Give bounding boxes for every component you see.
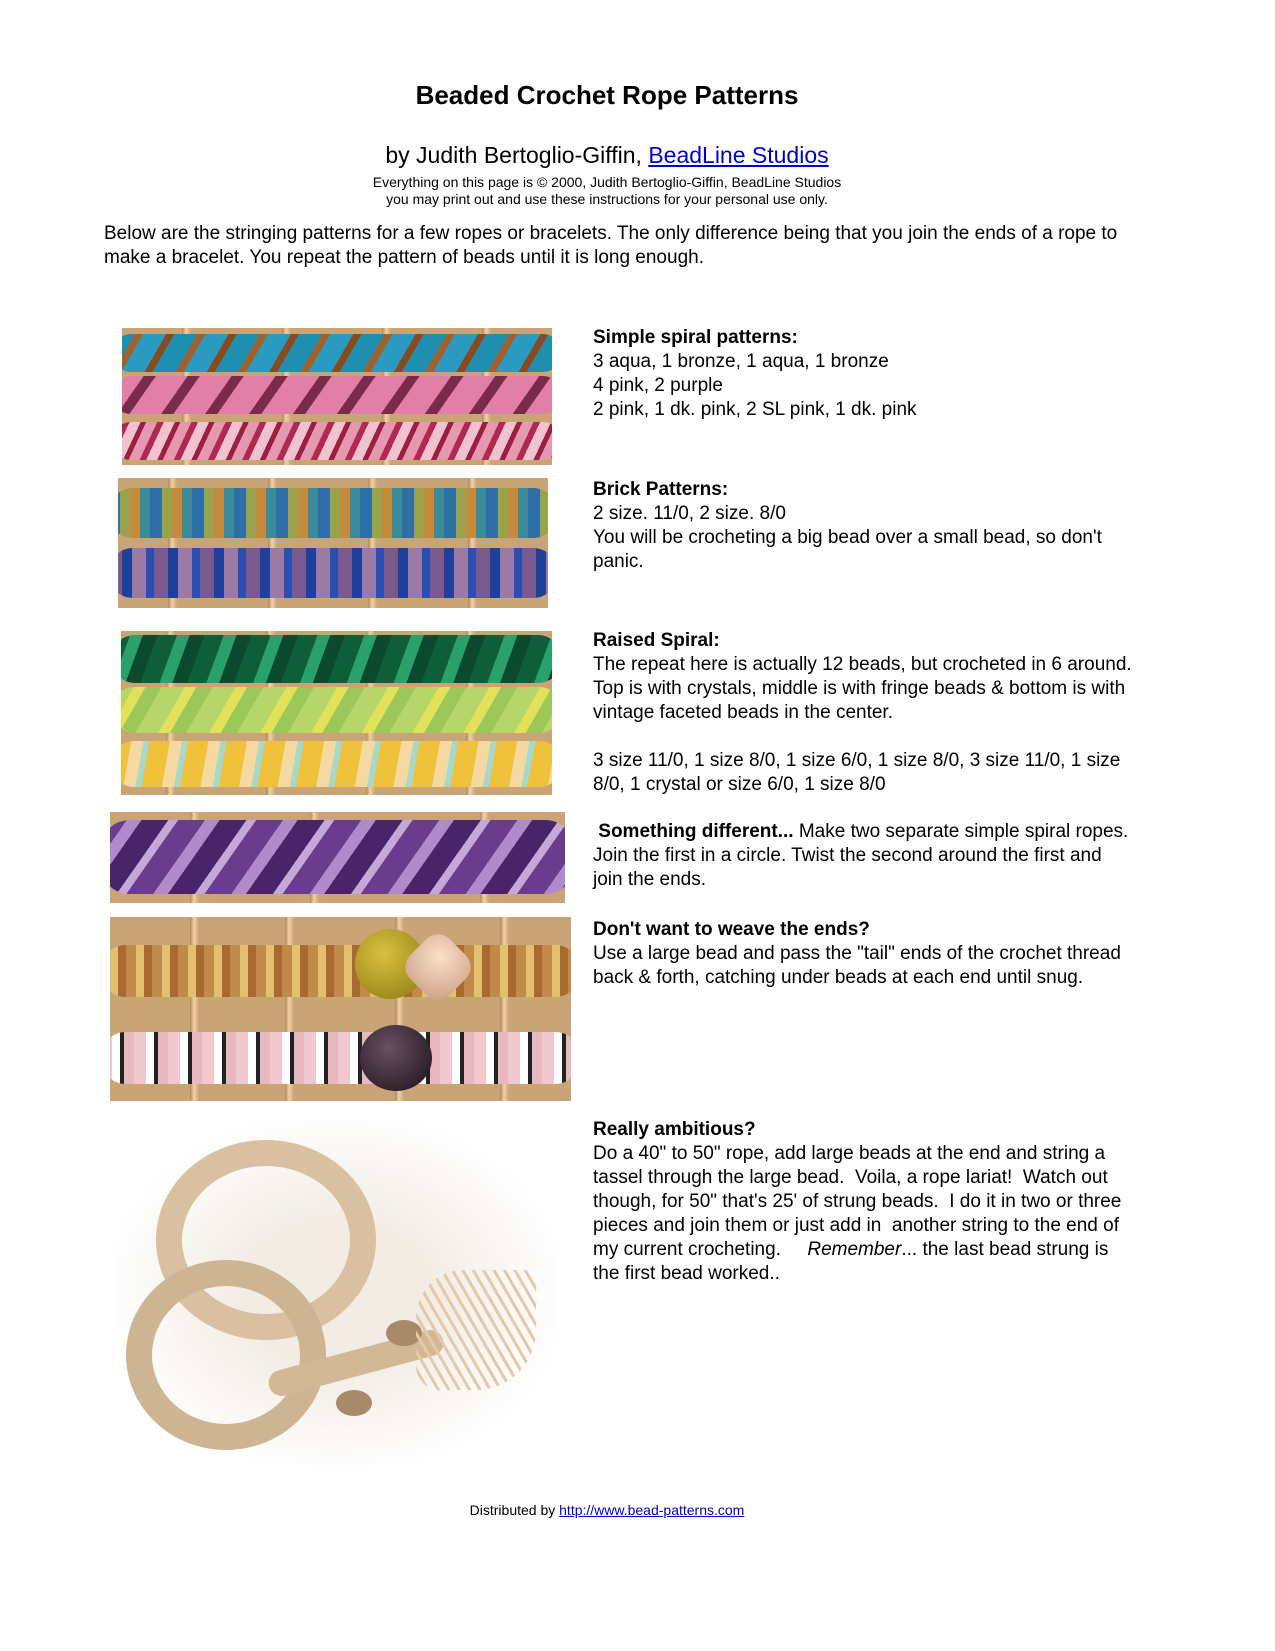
brick-section xyxy=(593,478,1133,574)
something-different-paragraph xyxy=(593,820,1133,892)
footer xyxy=(0,1502,1214,1518)
brick-pattern-photo xyxy=(118,478,548,608)
simple-spiral-line-1: 3 aqua, 1 bronze, 1 aqua, 1 bronze xyxy=(593,351,889,372)
ambitious-emphasis: Remember xyxy=(807,1239,902,1260)
brick-line-2: You will be crocheting a big bead over a small bead, so don't panic. xyxy=(593,527,1102,572)
ambitious-text: Do a 40" to 50" rope, add large beads at the end and string a tassel through the large bead. Voila, a rope lariat! Watch out though, for 50" that's 25' of strung beads. I do it in two or three pieces and join them or just add in another string to the end of my current crocheting. xyxy=(593,1143,1127,1260)
something-different-text: Make two separate simple spiral ropes. Join the first in a circle. Twist the second around the first and join the ends. xyxy=(593,821,1129,890)
intro-paragraph: Below are the stringing patterns for a few ropes or bracelets. The only difference being that you join the ends of a rope to make a bracelet. You repeat the pattern of beads until it is long enough. xyxy=(104,223,1118,268)
copyright-line-2: you may print out and use these instructions for your personal use only. xyxy=(386,191,828,207)
raised-spiral-pattern: 3 size 11/0, 1 size 8/0, 1 size 6/0, 1 size 8/0, 3 size 11/0, 1 size 8/0, 1 crystal or size 6/0, 1 size 8/0 xyxy=(593,750,1121,795)
twisted-rope-photo xyxy=(110,812,565,903)
byline xyxy=(0,142,1214,169)
copyright-notice xyxy=(0,174,1214,208)
ambitious-paragraph xyxy=(593,1142,1133,1286)
raised-spiral-heading: Raised Spiral: xyxy=(593,630,720,651)
beadline-studios-link[interactable]: BeadLine Studios xyxy=(648,142,829,168)
brick-heading: Brick Patterns: xyxy=(593,479,729,500)
brick-line-1: 2 size. 11/0, 2 size. 8/0 xyxy=(593,503,786,524)
weave-ends-text: Use a large bead and pass the "tail" ends of the crochet thread back & forth, catching under beads at each end until snug. xyxy=(593,943,1121,988)
page-title: Beaded Crochet Rope Patterns xyxy=(415,80,799,110)
raised-spiral-photo xyxy=(121,631,552,795)
something-different-section xyxy=(593,820,1133,892)
large-bead-clasp-photo xyxy=(110,917,571,1101)
raised-spiral-section xyxy=(593,629,1133,797)
simple-spiral-line-2: 4 pink, 2 purple xyxy=(593,375,723,396)
ambitious-text-end: ... the last bead strung is the first bead worked.. xyxy=(593,1239,1109,1284)
something-different-heading: Something different... xyxy=(598,821,794,842)
copyright-line-1: Everything on this page is © 2000, Judith Bertoglio-Giffin, BeadLine Studios xyxy=(372,174,842,190)
footer-label: Distributed by xyxy=(469,1502,556,1518)
weave-ends-section xyxy=(593,918,1133,990)
ambitious-heading: Really ambitious? xyxy=(593,1119,756,1140)
bead-patterns-link[interactable]: http://www.bead-patterns.com xyxy=(559,1502,745,1518)
simple-spiral-photo xyxy=(122,328,552,465)
byline-author: by Judith Bertoglio-Giffin, xyxy=(385,142,642,168)
lariat-photo xyxy=(116,1120,556,1466)
simple-spiral-section xyxy=(593,326,1133,422)
simple-spiral-heading: Simple spiral patterns: xyxy=(593,327,798,348)
weave-ends-heading: Don't want to weave the ends? xyxy=(593,919,870,940)
simple-spiral-line-3: 2 pink, 1 dk. pink, 2 SL pink, 1 dk. pink xyxy=(593,399,917,420)
ambitious-section xyxy=(593,1118,1133,1286)
raised-spiral-description: The repeat here is actually 12 beads, but crocheted in 6 around. Top is with crystals, middle is with fringe beads & bottom is with vintage faceted beads in the center. xyxy=(593,654,1132,723)
